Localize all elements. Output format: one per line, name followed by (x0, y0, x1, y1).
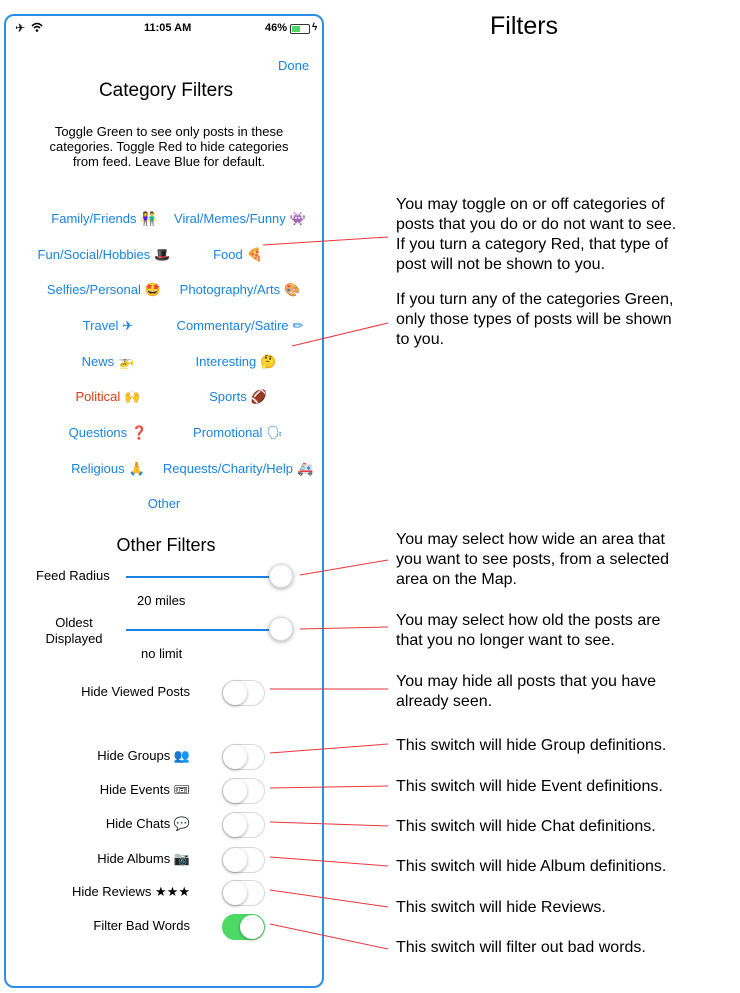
category-emoji-icon: 👾 (289, 211, 306, 226)
switch-label: Filter Bad Words (93, 918, 190, 933)
annotation-note: This switch will hide Album definitions. (396, 858, 667, 875)
annotation-line (270, 744, 388, 753)
done-button[interactable]: Done (278, 58, 310, 73)
annotation-line (300, 627, 388, 629)
charging-icon: ϟ (312, 22, 318, 33)
annotation-note-line: posts that you do or do not want to see. (396, 216, 677, 233)
annotation-line (263, 237, 388, 245)
category-label: Requests/Charity/Help (162, 461, 293, 476)
category-label: Selfies/Personal (46, 282, 141, 297)
annotation-note: This switch will hide Group definitions. (396, 737, 667, 754)
category-label: Political (75, 389, 121, 404)
annotation-line (270, 857, 388, 866)
other-filters-title: Other Filters (116, 535, 216, 555)
feed-radius-label: Feed Radius (36, 568, 110, 583)
category-label: Family/Friends (51, 211, 137, 226)
category-emoji-icon: ❓ (131, 425, 148, 440)
annotation-note: This switch will hide Chat definitions. (396, 818, 656, 835)
annotation-note-line: If you turn a category Red, that type of (396, 236, 669, 253)
category-label: Travel (82, 318, 119, 333)
annotation-note-line: that you no longer want to see. (396, 632, 615, 649)
category-emoji-icon: 🗣 (266, 425, 283, 440)
annotation-note-line: to you. (396, 331, 445, 348)
annotation-note: This switch will hide Reviews. (396, 899, 606, 916)
category-label: Interesting (195, 354, 257, 369)
category-emoji-icon: ✏ (292, 318, 304, 333)
annotation-line (270, 924, 388, 949)
category-label: Viral/Memes/Funny (174, 211, 286, 226)
category-emoji-icon: 🚑 (296, 461, 314, 476)
annotation-note-line: you want to see posts, from a selected (396, 551, 670, 568)
battery-percent: 46% (265, 22, 288, 34)
annotation-note-line: only those types of posts will be shown (396, 311, 672, 328)
category-label: News (81, 354, 115, 369)
annotation-line (270, 890, 388, 907)
category-label: Questions (68, 425, 128, 440)
oldest-displayed-label: Oldest Displayed (45, 615, 103, 646)
category-emoji-icon: ✈ (122, 318, 134, 333)
feed-radius-value: 20 miles (137, 593, 186, 608)
annotation-line (292, 323, 388, 346)
category-emoji-icon: 🍕 (246, 247, 263, 262)
airplane-icon: ✈ (15, 21, 26, 35)
switch-label: Hide Groups 👥 (97, 748, 190, 763)
annotation-note: This switch will filter out bad words. (396, 939, 646, 956)
annotation-line (300, 560, 388, 575)
annotation-note-line: You may select how wide an area that (396, 531, 665, 548)
category-label: Religious (71, 461, 125, 476)
annotation-note-line: You may select how old the posts are (396, 612, 661, 629)
annotation-note-line: post will not be shown to you. (396, 256, 606, 273)
category-label: Other (147, 496, 181, 511)
category-emoji-icon: 🚁 (118, 354, 135, 369)
annotation-line (270, 786, 388, 788)
category-emoji-icon: 🏈 (250, 389, 267, 404)
category-filters-title: Category Filters (98, 80, 234, 101)
category-description: Toggle Green to see only posts in these categories. Toggle Red to hide categories from feed. Leave Blue for default. (49, 124, 289, 169)
annotation-note-line: You may toggle on or off categories of (396, 196, 665, 213)
category-label: Promotional (193, 425, 263, 440)
switch-label: Hide Viewed Posts (81, 684, 190, 699)
switch-label: Hide Albums 📷 (97, 851, 190, 866)
category-emoji-icon: 🙌 (124, 389, 141, 404)
annotation-note-line: If you turn any of the categories Green, (396, 291, 674, 308)
switch-label: Hide Reviews ★★★ (71, 884, 190, 899)
annotation-note: This switch will hide Event definitions. (396, 778, 663, 795)
category-label: Food (213, 247, 243, 262)
switch-label: Hide Chats 💬 (105, 816, 190, 831)
annotation-line (270, 822, 388, 826)
annotation-note-line: already seen. (396, 693, 493, 710)
annotation-note-line: area on the Map. (396, 571, 517, 588)
switch-label: Hide Events 🎟 (99, 782, 190, 797)
category-emoji-icon: 🎨 (284, 282, 301, 297)
category-label: Fun/Social/Hobbies (37, 247, 151, 262)
category-emoji-icon: 🤔 (260, 354, 277, 369)
category-emoji-icon: 🙏 (128, 461, 145, 476)
category-emoji-icon: 🎩 (154, 247, 171, 262)
oldest-displayed-value: no limit (141, 646, 183, 661)
category-label: Sports (209, 389, 247, 404)
category-label: Photography/Arts (179, 282, 281, 297)
status-time: 11:05 AM (144, 22, 192, 34)
annotation-note-line: You may hide all posts that you have (396, 673, 657, 690)
category-emoji-icon: 👫 (140, 211, 157, 226)
page-title: Filters (490, 12, 559, 40)
category-label: Commentary/Satire (176, 318, 289, 333)
category-emoji-icon: 🤩 (144, 282, 162, 297)
